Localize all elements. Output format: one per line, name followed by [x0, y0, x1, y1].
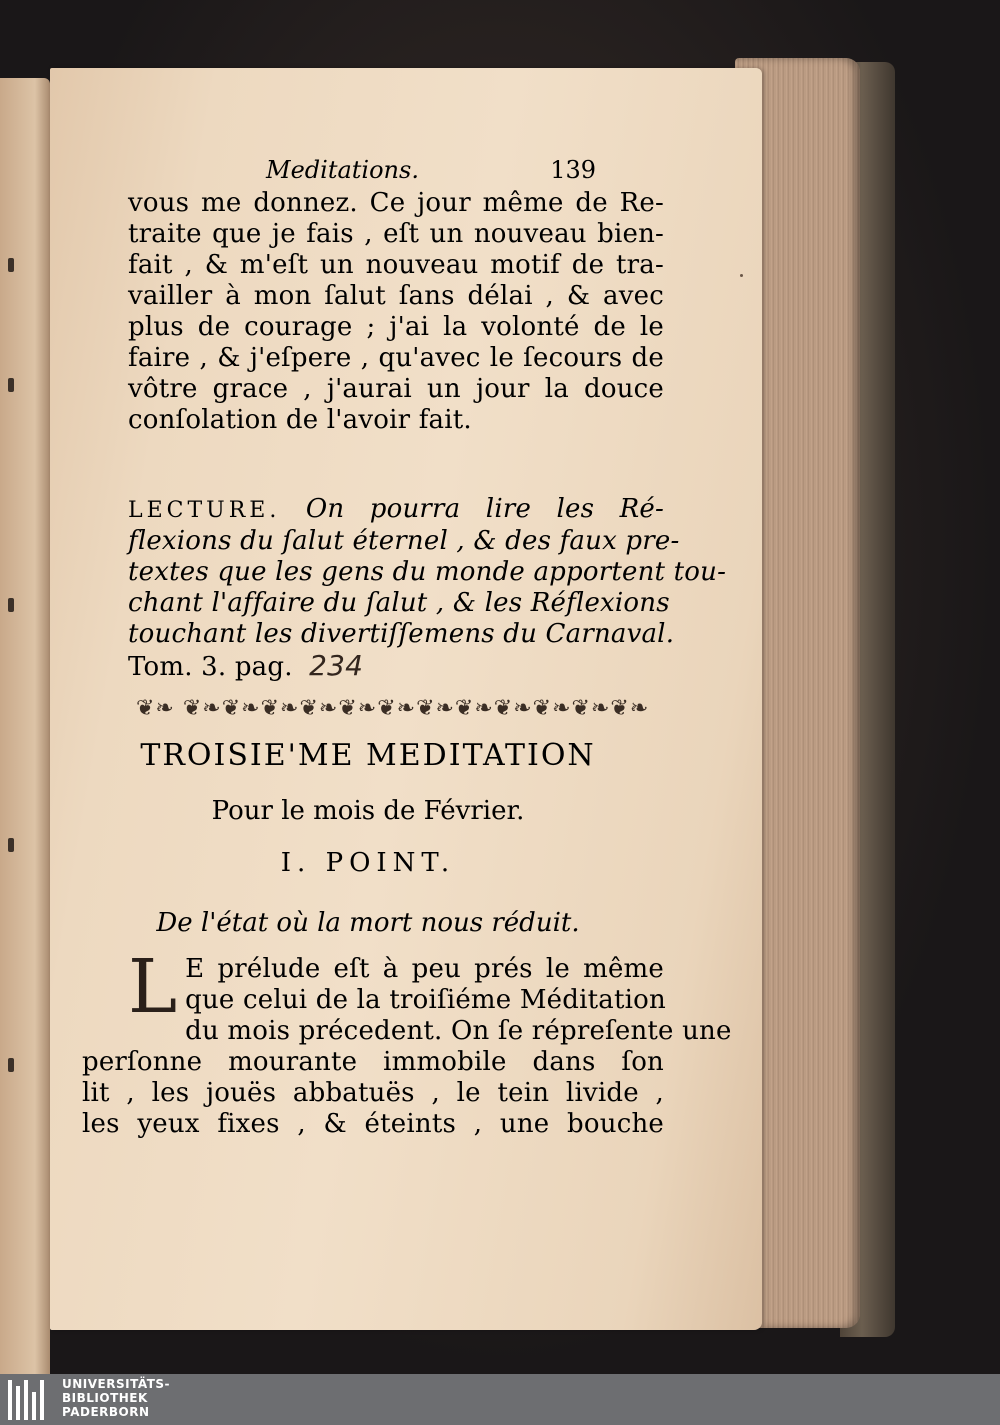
lecture-line: On pourra lire les Ré-	[305, 494, 664, 524]
text-line: que celui de la troiſiéme Méditation	[185, 985, 666, 1015]
text-line: faire , & j'eſpere , qu'avec le ſecours de	[128, 343, 664, 373]
lecture-line: chant l'affaire du ſalut , & les Réflexions	[128, 588, 670, 618]
lecture-line: touchant les divertiſſemens du Carnaval.	[128, 619, 675, 649]
section-title: TROISIE'ME MEDITATION	[140, 738, 596, 773]
point-heading: I. POINT.	[280, 848, 456, 878]
point-subheading: De l'état où la mort nous réduit.	[156, 908, 580, 938]
text-line: du mois précedent. On ſe répreſente une	[185, 1016, 732, 1046]
running-header	[266, 156, 596, 184]
text-line: plus de courage ; j'ai la volonté de le	[128, 312, 664, 342]
text-line: vailler à mon ſalut ſans délai , & avec	[128, 281, 664, 311]
library-logo-text: UNIVERSITÄTS- BIBLIOTHEK PADERBORN	[62, 1377, 171, 1419]
body-text-bottom	[82, 944, 732, 1140]
drop-cap: L	[128, 944, 178, 1030]
library-footer	[0, 1374, 1000, 1425]
text-line: vous me donnez. Ce jour même de Re-	[128, 188, 664, 218]
left-page-edge	[0, 78, 50, 1378]
paper-speck	[740, 274, 743, 277]
running-title: Meditations.	[266, 156, 419, 184]
tome-reference: Tom. 3. pag.	[128, 652, 293, 682]
section-subtitle: Pour le mois de Février.	[211, 796, 525, 826]
text-line: conſolation de l'avoir fait.	[128, 405, 472, 435]
handwritten-page-number: 234	[309, 649, 364, 682]
text-line: traite que je fais , eſt un nouveau bien-	[128, 219, 664, 249]
library-logo-icon	[8, 1380, 48, 1420]
lecture-line: textes que les gens du monde apportent tou-	[128, 557, 727, 587]
lecture-label: LECTURE.	[128, 498, 281, 523]
text-line: fait , & m'eſt un nouveau motif de tra-	[128, 250, 664, 280]
text-line: les yeux fixes , & éteints , une bouche	[82, 1109, 664, 1139]
lecture-line: flexions du ſalut éternel , & des faux pre-	[128, 526, 680, 556]
text-line: perſonne mourante immobile dans ſon	[82, 1047, 664, 1077]
ornament-rule: ❦❧ ❦❧❦❧❦❧❦❧❦❧❦❧❦❧❦❧❦❧❦❧❦❧❦❧	[136, 696, 650, 721]
lecture-note	[128, 494, 727, 683]
body-text-top	[128, 188, 664, 436]
text-line: lit , les jouës abbatuës , le tein livide ,	[82, 1078, 664, 1108]
book-page	[50, 68, 762, 1330]
page-number: 139	[550, 156, 596, 184]
text-line: E prélude eſt à peu prés le même	[185, 954, 664, 984]
text-line: vôtre grace , j'aurai un jour la douce	[128, 374, 664, 404]
